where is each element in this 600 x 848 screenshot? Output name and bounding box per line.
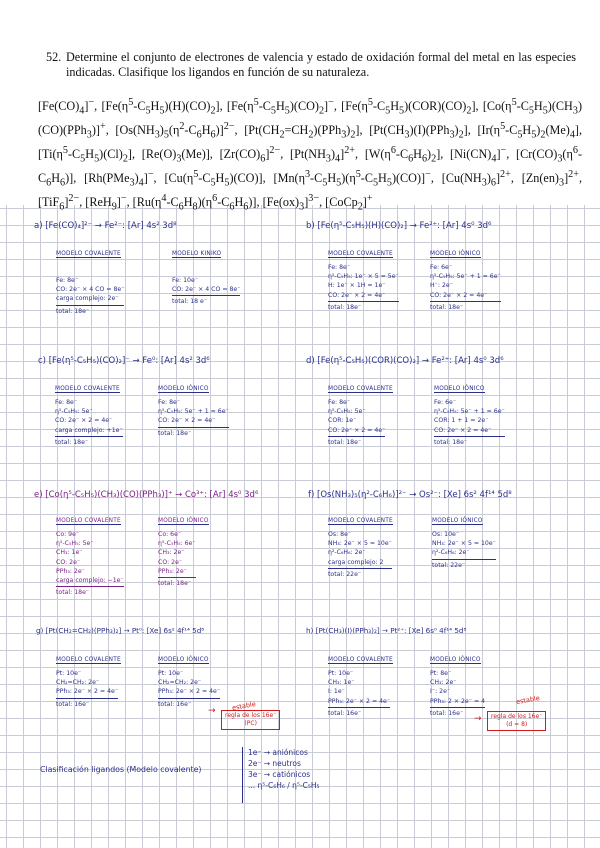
- section-g-cov-header: MODELO COVALENTE: [56, 657, 121, 663]
- section-c-cov-list: [55, 398, 123, 447]
- section-h-cov-line: Pt: 10e⁻: [328, 670, 354, 677]
- section-f-cov-line: η²-C₆H₆: 2e⁻: [328, 549, 366, 557]
- section-f-ion-list: [432, 530, 496, 570]
- section-g-ion-line: Pt: 10e⁻: [158, 670, 184, 677]
- section-d-cov-list: [328, 398, 385, 447]
- section-d-ion-line: COR: 1 + 1 = 2e⁻: [434, 417, 489, 425]
- section-b-cov-line: η⁵-C₅H₅: 1e⁻ × 5 = 5e⁻: [328, 273, 399, 281]
- section-d-ion-line: CO: 2e⁻ × 2 = 4e⁻: [434, 426, 492, 434]
- section-e-cov-line: CH₃: 1e⁻: [56, 549, 83, 557]
- section-g-ion-list: [158, 669, 220, 709]
- section-c-ion-line: Fe: 8e⁻: [158, 399, 181, 406]
- section-h-title: h) [Pt(CH₃)(I)(PPh₃)₂] → Pt²⁺: [Xe] 6s⁰ 4f¹⁴ 5d⁸: [306, 626, 467, 635]
- section-c-ion-header: MODELO IÓNICO: [158, 386, 209, 392]
- section-g-rule-line: regla de los 16e⁻: [225, 712, 277, 719]
- summary-item: 1e⁻ → aniónicos: [248, 748, 308, 757]
- section-d-cov-line: η⁵-C₅H₅: 5e⁻: [328, 408, 366, 416]
- section-g-cov-total: total: 16e⁻: [56, 698, 118, 709]
- section-f-ion-total: total: 22e⁻: [432, 559, 496, 570]
- section-e-cov-line: Co: 9e⁻: [56, 531, 80, 538]
- species-list: $[Fe(CO)_4]^-$, $[Fe(\eta^5-C_5H_5)(H)(CO)_2]$, $[Fe(\eta^5-C_5H_5)(CO)_2]^-$, $[Fe(\eta^5-C_5H_5)(COR)(CO)_2]$, $[Co(\eta^5-C_5H_5)(CH_3)(CO)(PPh_3)]^+$, $[Os(NH_3)_5(\eta^2-C_6H_6)]^{2-}$, $[Pt(CH_2=CH_2)(PPh_3)_2]$, $[Pt(CH_3)(I)(PPh_3)_2]$, $[Ir(\eta^5-C_5H_5)_2(Me)_4]$, $[Ti(\eta^5-C_5H_5)(Cl)_2]$, $[Re(O)_3(Me)]$, $[Zr(CO)_6]^{2-}$, $[Pt(NH_3)_4]^{2+}$, $[W(\eta^6-C_6H_6)_2]$, $[Ni(CN)_4]^-$, $[Cr(CO)_3(\eta^6-C_6H_6)]$, $[Rh(PMe_3)_4]^-$, $[Cu(\eta^5-C_5H_5)(CO)]$, $[Mn(\eta^3-C_5H_5)(\eta^5-C_5H_5)(CO)]^-$, $[Cu(NH_3)_6]^{2+}$, $[Zn(en)_3]^{2+}$, $[TiF_6]^{2-}$, [ReH$_9$]−, $[Ru(\eta^4-C_6H_8)(\eta^6-C_6H_6)]$, $[Fe(ox)_3]^{3-}$, [CoCp$_2$]+: [38, 97, 582, 213]
- summary-label: Clasificación ligandos (Modelo covalente): [40, 765, 202, 774]
- section-h-rule-line: (d = 8): [506, 721, 528, 728]
- section-e-ion-header: MODELO IÓNICO: [158, 518, 209, 524]
- summary-item: ... η⁵-C₆H₆ / η⁵-C₅H₅: [248, 781, 320, 790]
- section-f-cov-total: total: 22e⁻: [328, 568, 392, 579]
- section-e-ion-total: total: 18e⁻: [158, 577, 196, 588]
- section-c-ion-total: total: 18e⁻: [158, 427, 229, 438]
- section-a-cov-total: total: 18e⁻: [56, 305, 124, 316]
- section-e-ion-line: Co: 6e⁻: [158, 531, 182, 538]
- section-e-ion-list: [158, 530, 196, 588]
- section-h-cov-line: PPh₃: 2e⁻ × 2 = 4e⁻: [328, 697, 391, 705]
- section-h-ion-total: total: 16e⁻: [430, 707, 485, 718]
- section-g-cov-line: CH₂=CH₂: 2e⁻: [56, 679, 100, 687]
- section-e-title: e) [Co(η⁵-C₅H₅)(CH₃)(CO)(PPh₃)]⁺ → Co³⁺: [Ar] 4s⁰ 3d⁶: [34, 490, 259, 500]
- section-h-cov-line: CH₃: 1e⁻: [328, 679, 355, 687]
- section-b-cov-line: H: 1e⁻ × 1H = 1e⁻: [328, 282, 386, 290]
- section-d-ion-header: MODELO IÓNICO: [434, 386, 485, 392]
- section-f-title: f) [Os(NH₃)₅(η²-C₆H₆)]²⁻ → Os²⁻: [Xe] 6s² 4f¹⁴ 5d⁸: [308, 490, 512, 500]
- section-d-cov-line: CO: 2e⁻ × 2 = 4e⁻: [328, 426, 386, 434]
- section-h-rule-box: [487, 711, 546, 731]
- section-h-ion-line: I⁻: 2e⁻: [430, 688, 451, 696]
- section-a-ion-header: MODELO KINIKO: [172, 251, 222, 257]
- section-c-ion-line: η⁵-C₅H₅: 5e⁻ + 1 = 6e⁻: [158, 408, 229, 416]
- section-f-ion-line: NH₃: 2e⁻ × 5 = 10e⁻: [432, 540, 496, 548]
- section-g-ion-total: total: 16e⁻: [158, 698, 220, 709]
- section-d-ion-total: total: 18e⁻: [434, 436, 505, 447]
- section-a-title: a) [Fe(CO)₄]²⁻ → Fe²⁻: [Ar] 4s² 3d⁸: [34, 221, 177, 231]
- summary-item: 3e⁻ → catiónicos: [248, 770, 311, 779]
- problem-statement: [46, 50, 576, 80]
- section-d-ion-line: Fe: 6e⁻: [434, 399, 457, 406]
- section-d-cov-line: COR: 1e⁻: [328, 417, 357, 425]
- section-b-ion-header: MODELO IÓNICO: [430, 251, 481, 257]
- section-e-ion-line: PPh₃: 2e⁻: [158, 567, 187, 575]
- section-h-rule-line: regla de los 16e⁻: [491, 713, 543, 720]
- section-b-cov-line: CO: 2e⁻ × 2 = 4e⁻: [328, 291, 386, 299]
- section-g-arrow-icon: →: [208, 706, 216, 716]
- section-d-title: d) [Fe(η⁵-C₅H₅)(COR)(CO)₂] → Fe²⁺: [Ar] 4s⁰ 3d⁶: [306, 356, 504, 366]
- section-h-stable-label: estable: [515, 693, 541, 707]
- section-g-cov-line: PPh₃: 2e⁻ × 2 = 4e⁻: [56, 688, 119, 696]
- section-h-arrow-icon: →: [474, 714, 482, 724]
- summary-list: [248, 747, 320, 791]
- section-c-cov-total: total: 18e⁻: [55, 436, 123, 447]
- section-d-cov-line: Fe: 8e⁻: [328, 399, 351, 406]
- section-b-cov-list: [328, 263, 399, 312]
- section-b-ion-line: Fe: 6e⁻: [430, 264, 453, 271]
- section-e-cov-header: MODELO COVALENTE: [56, 518, 121, 524]
- section-g-rule-line: (PC): [244, 720, 257, 727]
- problem-text: Determine el conjunto de electrones de valencia y estado de oxidación formal del metal en las especies indicadas. Clasifique los ligandos en función de su naturaleza.: [66, 50, 576, 79]
- section-g-ion-line: PPh₃: 2e⁻ × 2 = 4e⁻: [158, 688, 221, 696]
- summary-item: 2e⁻ → neutros: [248, 759, 301, 768]
- section-e-ion-line: CO: 2e⁻: [158, 558, 183, 566]
- section-a-ion-total: total: 18 e⁻: [172, 295, 240, 306]
- section-e-ion-line: CH₃: 2e⁻: [158, 549, 185, 557]
- section-a-ion-line: CO: 2e⁻ × 4 CO = 8e⁻: [172, 286, 241, 294]
- section-b-ion-total: total: 18e⁻: [430, 301, 501, 312]
- section-g-cov-list: [56, 669, 118, 709]
- section-e-cov-total: total: 18e⁻: [56, 586, 124, 597]
- section-e-cov-list: [56, 530, 124, 597]
- section-h-ion-line: Pt: 8e⁻: [430, 670, 452, 677]
- section-b-ion-line: H⁻: 2e⁻: [430, 282, 453, 290]
- section-f-cov-line: Os: 8e⁻: [328, 531, 352, 538]
- section-f-cov-line: carga complejo: 2: [328, 558, 384, 566]
- section-a-cov-line: carga complejo: 2e⁻: [56, 295, 119, 303]
- section-d-ion-list: [434, 398, 505, 447]
- section-g-ion-header: MODELO IÓNICO: [158, 657, 209, 663]
- section-h-cov-line: I: 1e⁻: [328, 688, 345, 696]
- section-b-ion-line: η⁵-C₅H₅: 5e⁻ + 1 = 6e⁻: [430, 273, 501, 281]
- section-a-cov-list: [56, 276, 124, 316]
- section-e-cov-line: CO: 2e⁻: [56, 558, 81, 566]
- section-g-rule-box: [221, 710, 280, 730]
- section-e-cov-line: PPh₃: 2e⁻: [56, 567, 85, 575]
- section-b-title: b) [Fe(η⁵-C₅H₅)(H)(CO)₂] → Fe²⁺: [Ar] 4s⁰ 3d⁶: [306, 221, 492, 231]
- section-g-cov-line: Pt: 10e⁻: [56, 670, 82, 677]
- section-e-cov-line: carga complejo: −1e⁻: [56, 576, 124, 584]
- section-c-cov-line: η⁵-C₅H₅: 5e⁻: [55, 408, 93, 416]
- section-b-cov-total: total: 18e⁻: [328, 301, 399, 312]
- section-c-ion-list: [158, 398, 229, 438]
- section-h-ion-list: [430, 669, 485, 718]
- section-a-ion-line: Fe: 10e⁻: [172, 277, 199, 284]
- section-b-cov-header: MODELO COVALENTE: [328, 251, 393, 257]
- section-c-title: c) [Fe(η⁵-C₅H₅)(CO)₂]⁻ → Fe⁰: [Ar] 4s² 3d⁶: [38, 356, 210, 366]
- section-h-cov-list: [328, 669, 390, 718]
- section-h-ion-line: PPh₃: 2 × 2e⁻ = 4: [430, 697, 486, 705]
- section-c-ion-line: CO: 2e⁻ × 2 = 4e⁻: [158, 417, 216, 425]
- section-e-ion-line: η⁵-C₅H₅: 6e⁻: [158, 540, 196, 548]
- summary-bracket: [242, 747, 243, 803]
- section-g-ion-line: CH₂=CH₂: 2e⁻: [158, 679, 202, 687]
- section-b-ion-line: CO: 2e⁻ × 2 = 4e⁻: [430, 291, 488, 299]
- section-f-ion-line: η²-C₆H₆: 2e⁻: [432, 549, 470, 557]
- section-d-cov-total: total: 18e⁻: [328, 436, 385, 447]
- section-f-cov-header: MODELO COVALENTE: [328, 518, 393, 524]
- section-h-ion-header: MODELO IÓNICO: [430, 657, 481, 663]
- section-g-title: g) [Pt(CH₂=CH₂)(PPh₃)₂] → Pt⁰: [Xe] 6s² 4f¹⁴ 5d⁸: [36, 626, 205, 635]
- problem-number: 52.: [46, 50, 62, 64]
- section-h-ion-line: CH₃: 2e⁻: [430, 679, 457, 687]
- section-a-cov-header: MODELO COVALENTE: [56, 251, 121, 257]
- section-c-cov-header: MODELO COVALENTE: [55, 386, 120, 392]
- section-e-cov-line: η⁵-C₅H₅: 5e⁻: [56, 540, 94, 548]
- section-g-stable-label: estable: [231, 699, 257, 713]
- section-c-cov-line: Fe: 8e⁻: [55, 399, 78, 406]
- section-d-ion-line: η⁵-C₅H₅: 5e⁻ + 1 = 6e⁻: [434, 408, 505, 416]
- section-b-cov-line: Fe: 8e⁻: [328, 264, 351, 271]
- section-a-cov-line: Fe: 8e⁻: [56, 277, 79, 284]
- section-b-ion-list: [430, 263, 501, 312]
- section-a-cov-line: CO: 2e⁻ × 4 CO = 8e⁻: [56, 286, 125, 294]
- section-a-ion-list: [172, 276, 240, 307]
- section-f-cov-line: NH₃: 2e⁻ × 5 = 10e⁻: [328, 540, 392, 548]
- section-f-ion-header: MODELO IÓNICO: [432, 518, 483, 524]
- section-c-cov-line: carga complejo: +1e⁻: [55, 426, 123, 434]
- section-f-cov-list: [328, 530, 392, 579]
- section-h-cov-header: MODELO COVALENTE: [328, 657, 393, 663]
- section-f-ion-line: Os: 10e⁻: [432, 531, 460, 538]
- section-d-cov-header: MODELO COVALENTE: [328, 386, 393, 392]
- section-h-cov-total: total: 16e⁻: [328, 707, 390, 718]
- section-c-cov-line: CO: 2e⁻ × 2 = 4e⁻: [55, 417, 113, 425]
